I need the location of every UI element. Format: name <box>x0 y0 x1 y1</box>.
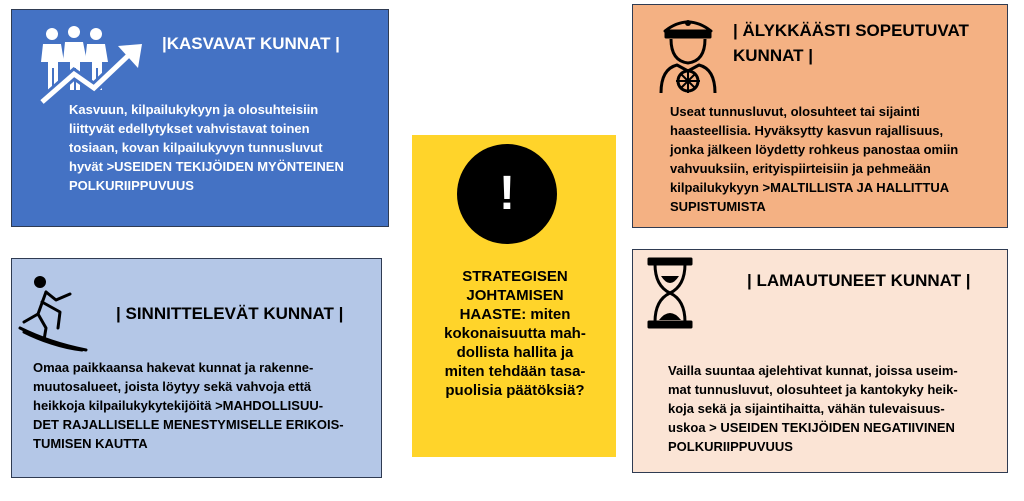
kasvavat-kunnat-box <box>11 9 389 227</box>
sinnittelevat-kunnat-box <box>11 258 382 478</box>
alykkaasti-text: Useat tunnusluvut, olosuhteet tai sijainti haasteellisia. Hyväksytty kasvun rajallisuus, jonka jälkeen löydetty rohkeus panostaa omiin vahvuuksiin, erityispiirteisiin ja pehmeään kilpailukykyyn >MALTILLISTA JA HALLITTUA SUPISTUMISTA <box>670 104 959 214</box>
exclamation-icon: ! <box>457 144 557 244</box>
hourglass-icon <box>645 256 695 330</box>
sinnittelevat-title: | SINNITTELEVÄT KUNNAT | <box>116 304 344 323</box>
strategic-challenge-box <box>412 135 616 457</box>
alykkaasti-sopeutuvat-box <box>632 4 1008 228</box>
ship-captain-icon <box>653 9 723 93</box>
lamautuneet-text: Vailla suuntaa ajelehtivat kunnat, joissa useim- mat tunnusluvut, olosuhteet ja kantokyky heik- koja sekä ja sijaintihaitta, vähän tulevaisuus- uskoa > USEIDEN TEKIJÖIDEN NEGATIIVINEN POLKURIIPPUVUUS <box>668 363 958 454</box>
people-growth-arrow-icon <box>38 16 148 108</box>
surfer-icon <box>16 266 96 352</box>
alykkaasti-title: | ÄLYKKÄÄSTI SOPEUTUVAT KUNNAT | <box>733 21 969 65</box>
lamautuneet-title: | LAMAUTUNEET KUNNAT | <box>747 271 971 290</box>
lamautuneet-kunnat-box <box>632 249 1008 473</box>
sinnittelevat-text: Omaa paikkaansa hakevat kunnat ja rakenne- muutosalueet, joista löytyy sekä vahvoja että heikkoja kilpailukykytekijöitä >MAHDOLLISUU- DET RAJALLISELLE MENESTYMISELLE ERIKOIS- TUMISEN KAUTTA <box>33 360 344 451</box>
kasvavat-text: Kasvuun, kilpailukykyyn ja olosuhteisiin liittyvät edellytykset vahvistavat toinen tosiaan, kovan kilpailukyvyn tunnusluvut hyvät >USEIDEN TEKIJÖIDEN MYÖNTEINEN POLKURIIPPUVUUS <box>69 102 344 193</box>
strategic-challenge-text: STRATEGISEN JOHTAMISEN HAASTE: miten kokonaisuutta mah- dollista hallita ja miten tehdään tasa- puolisia päätöksiä? <box>444 268 586 399</box>
kasvavat-title: |KASVAVAT KUNNAT | <box>162 34 340 53</box>
